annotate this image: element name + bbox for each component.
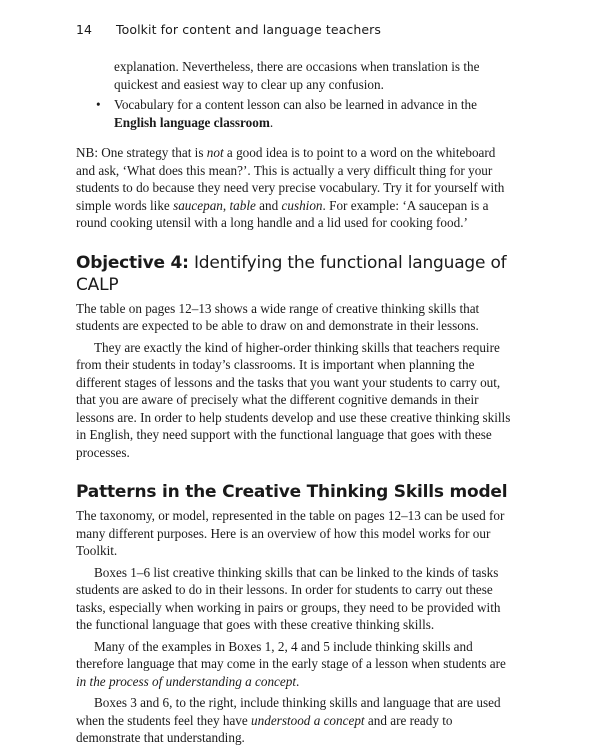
bullet-dot-icon: • <box>96 97 101 112</box>
running-head <box>76 22 381 37</box>
bullet-item: • Vocabulary for a content lesson can also be learned in advance in the English language classroom. <box>96 97 478 130</box>
running-title: Toolkit for content and language teachers <box>116 22 382 37</box>
patterns-heading: Patterns in the Creative Thinking Skills model <box>76 482 508 502</box>
objective-heading: Objective 4: Identifying the functional language of CALP <box>76 252 507 295</box>
patterns-paragraph: Many of the examples in Boxes 1, 2, 4 and 5 include thinking skills and therefore language that may come in the early stage of a lesson when students are in the process of understanding a concept. <box>76 638 506 689</box>
objective-paragraph: The table on pages 12–13 shows a wide range of creative thinking skills that students are expected to be able to draw on and demonstrate in their lessons. <box>76 300 480 333</box>
objective-paragraph: They are exactly the kind of higher-order thinking skills that teachers require from their students in today’s classrooms. It is important when planning the different stages of lessons and the tasks that you want your students to carry out, that you are aware of precisely what the different cognitive demands in their lessons are. In order to help students develop and use these creative thinking skills in English, they need support with the functional language that goes with these processes. <box>76 339 511 460</box>
patterns-paragraph: Boxes 3 and 6, to the right, include thinking skills and language that are used when the students feel they have understood a concept and are ready to demonstrate that understanding. <box>76 695 501 745</box>
nb-paragraph: NB: One strategy that is not a good idea is to point to a word on the whiteboard and ask, ‘What does this mean?’. This is actually a very difficult thing for your students to do because they need very precise vocabulary. Try it for yourself with simple words like saucepan, table and cushion. For example: ‘A saucepan is a round cooking utensil with a long handle and a lid used for cooking food.’ <box>76 145 505 230</box>
patterns-paragraph: Boxes 1–6 list creative thinking skills that can be linked to the kinds of tasks students are asked to do in their lessons. In order for students to carry out these tasks, especially when working in pairs or groups, they need to be provided with the functional language that goes with these creative thinking skills. <box>76 564 501 632</box>
patterns-paragraph: The taxonomy, or model, represented in the table on pages 12–13 can be used for many different purposes. Here is an overview of how this model works for our Toolkit. <box>76 508 505 558</box>
example-word: saucepan <box>173 197 223 213</box>
page-body <box>76 58 516 747</box>
page-number: 14 <box>76 22 93 37</box>
bold-term: English language classroom <box>114 114 270 130</box>
example-word: table <box>229 197 256 213</box>
continued-paragraph: explanation. Nevertheless, there are occasions when translation is the quickest and easiest way to clear up any confusion. <box>114 59 480 92</box>
example-word: cushion <box>281 197 323 213</box>
